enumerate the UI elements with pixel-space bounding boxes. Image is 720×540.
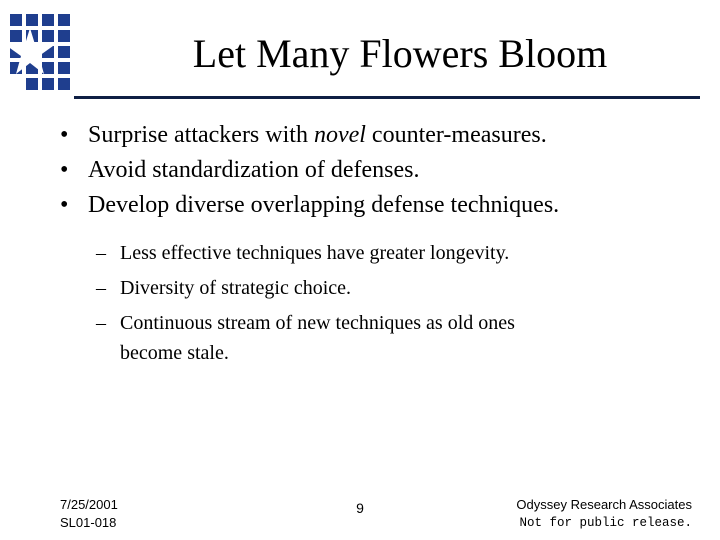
sub-bullet-text: Diversity of strategic choice. [120,277,352,299]
footer-doc-id: SL01-018 [60,515,117,530]
star-grid-logo-icon [10,14,70,90]
bullet-text: Avoid standardization of defenses. [88,157,420,183]
bullet-text-pre: Surprise attackers with [88,122,314,148]
dash-glyph: – [96,242,106,264]
footer-organization: Odyssey Research Associates [516,497,692,512]
page-number: 9 [356,500,364,516]
footer-date-block [60,496,118,532]
title-divider [74,96,700,99]
bullet-glyph: • [60,192,69,218]
bullet-item [60,188,559,223]
footer-org-block [516,496,692,532]
sub-bullet-text: Continuous stream of new techniques as old ones [120,312,515,334]
sub-bullet-continuation: become stale. [120,342,229,364]
bullet-text-post: counter-measures. [365,122,547,148]
footer-release-notice: Not for public release. [519,516,692,530]
sub-bullet-list [96,236,656,368]
bullet-glyph: • [60,157,69,183]
bullet-list [60,118,559,223]
slide-title: Let Many Flowers Bloom [192,31,608,76]
sub-bullet-item [96,236,656,271]
sub-bullet-text: Less effective techniques have greater longevity. [120,242,510,264]
bullet-text-emphasis: novel [313,122,366,148]
sub-bullet-item [96,271,656,306]
dash-glyph: – [96,312,106,334]
footer-date: 7/25/2001 [60,497,118,512]
sub-bullet-item [96,306,656,368]
bullet-glyph: • [60,122,69,148]
bullet-item [60,118,559,153]
bullet-text: Develop diverse overlapping defense techniques. [88,192,560,218]
bullet-item [60,153,559,188]
dash-glyph: – [96,277,106,299]
